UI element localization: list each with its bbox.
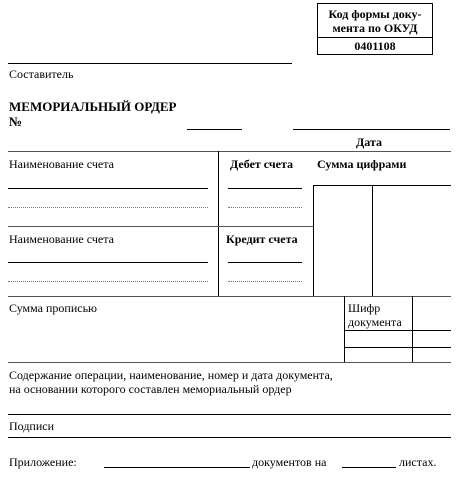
cipher-separator-right	[412, 296, 413, 362]
sum-digits-underline	[313, 185, 451, 186]
sum-words-label: Сумма прописью	[9, 301, 98, 315]
okud-header-line2: мента по ОКУД	[332, 21, 418, 35]
credit-account-name-line[interactable]	[8, 262, 208, 263]
number-field-line[interactable]	[187, 129, 242, 130]
debit-account-name-label: Наименование счета	[9, 157, 114, 171]
appendix-docs-on: документов на	[252, 455, 327, 469]
signatures-label: Подписи	[9, 419, 55, 433]
credit-header: Кредит счета	[226, 232, 298, 246]
compiler-line	[8, 63, 292, 64]
number-label: №	[9, 114, 23, 129]
sum-words-top-border	[8, 296, 451, 297]
operation-top-border	[8, 362, 451, 363]
debit-header: Дебет счета	[230, 157, 294, 171]
okud-divider	[318, 37, 432, 38]
okud-code: 0401108	[354, 39, 396, 53]
debit-account-name-line[interactable]	[8, 188, 208, 189]
page-title: МЕМОРИАЛЬНЫЙ ОРДЕР	[9, 99, 177, 114]
appendix-sheets: листах.	[399, 455, 437, 469]
credit-account-line[interactable]	[228, 262, 302, 263]
appendix-sheets-count-line[interactable]	[342, 467, 396, 468]
debit-credit-divider	[8, 226, 313, 227]
operation-content-line2: на основании которого составлен мемориальный ордер	[9, 382, 292, 396]
compiler-label: Составитель	[9, 67, 74, 81]
cipher-row1-line	[344, 330, 451, 331]
okud-code-box	[317, 3, 433, 55]
signatures-bottom-border	[8, 437, 451, 438]
debit-account-dotted	[228, 207, 302, 208]
table-top-border	[8, 151, 451, 152]
okud-header-line1: Код формы доку-	[328, 7, 422, 21]
sum-separator-right	[372, 185, 373, 296]
cipher-separator-left	[344, 296, 345, 362]
debit-account-name-dotted	[8, 207, 208, 208]
debit-separator	[218, 151, 219, 296]
sum-separator-left	[313, 185, 314, 296]
cipher-row2-line	[344, 347, 451, 348]
credit-account-name-label: Наименование счета	[9, 232, 114, 246]
credit-account-dotted	[228, 281, 302, 282]
debit-account-line[interactable]	[228, 188, 302, 189]
appendix-docs-count-line[interactable]	[104, 467, 250, 468]
appendix-label: Приложение:	[9, 455, 77, 469]
credit-account-name-dotted	[8, 281, 208, 282]
sum-digits-label: Сумма цифрами	[317, 157, 407, 171]
operation-content-line1: Содержание операции, наименование, номер и дата документа,	[9, 368, 333, 382]
doc-cipher-line2: документа	[348, 315, 402, 329]
date-field-line[interactable]	[293, 129, 450, 130]
date-label: Дата	[356, 135, 382, 149]
doc-cipher-line1: Шифр	[348, 301, 381, 315]
signatures-top-border	[8, 414, 451, 415]
